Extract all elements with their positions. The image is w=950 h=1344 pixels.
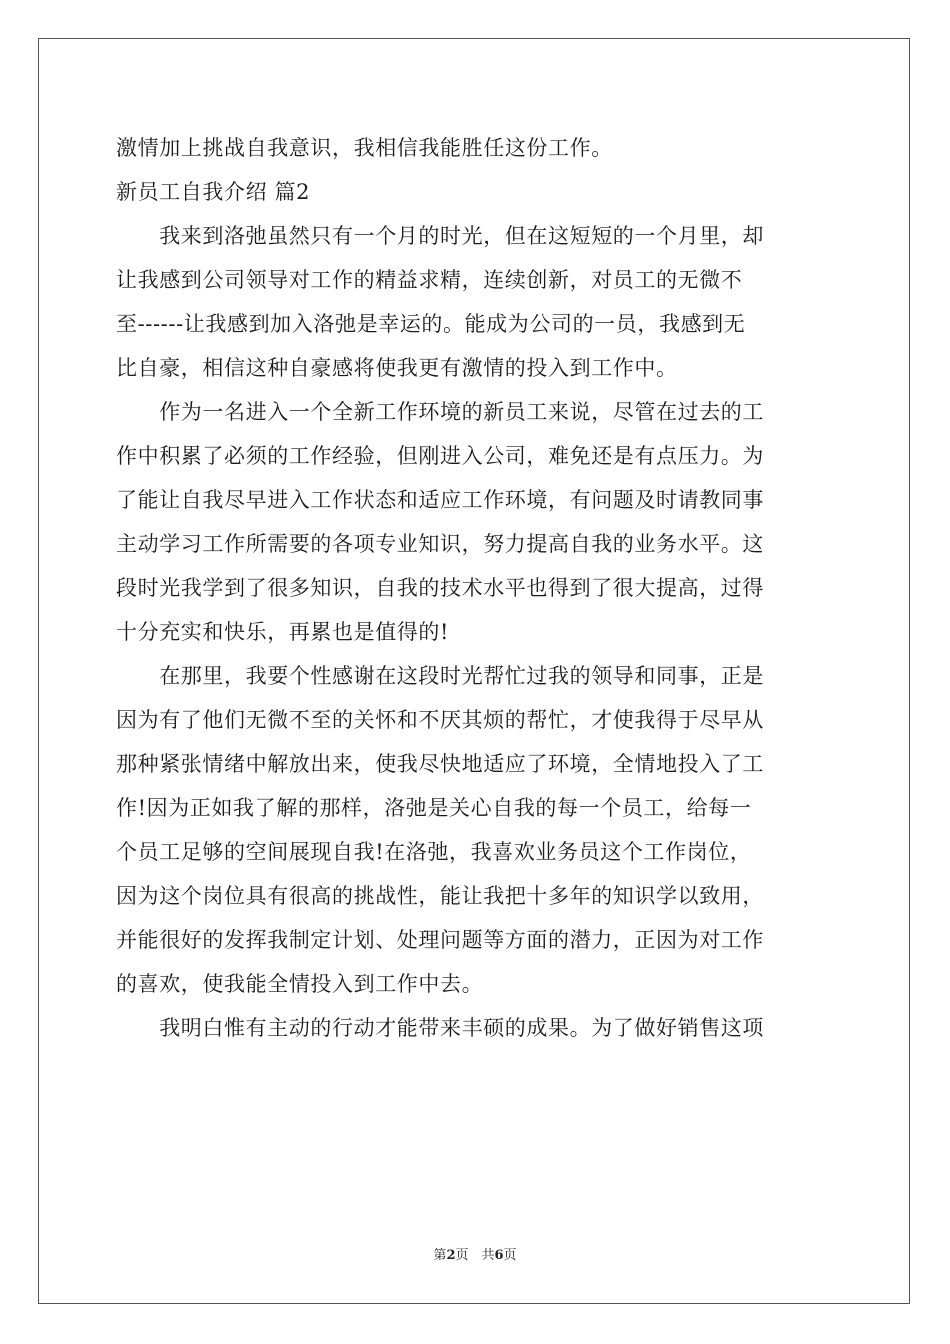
text-line: 作中积累了必须的工作经验，但刚进入公司，难免还是有点压力。为 [116,444,764,468]
text-line: 的喜欢，使我能全情投入到工作中去。 [116,972,484,996]
text-line: 主动学习工作所需要的各项专业知识，努力提高自我的业务水平。这 [116,532,764,556]
text-line: 激情加上挑战自我意识，我相信我能胜任这份工作。 [116,136,613,160]
text-line: 并能很好的发挥我制定计划、处理问题等方面的潜力，正因为对工作 [116,928,764,952]
document-body [116,126,836,1050]
text-line: 个员工足够的空间展现自我!在洛弛，我喜欢业务员这个工作岗位， [116,840,752,864]
text-line: 因为这个岗位具有很高的挑战性，能让我把十多年的知识学以致用， [116,884,764,908]
text-line: 我来到洛弛虽然只有一个月的时光，但在这短短的一个月里，却 [116,224,764,248]
text-line: 作为一名进入一个全新工作环境的新员工来说，尽管在过去的工 [116,400,764,424]
text-line: 让我感到公司领导对工作的精益求精，连续创新，对员工的无微不 [116,268,743,292]
footer-prefix: 第 [433,1248,447,1263]
footer-suffix: 页 [503,1248,517,1263]
text-line: 段时光我学到了很多知识，自我的技术水平也得到了很大提高，过得 [116,576,764,600]
text-line: 了能让自我尽早进入工作状态和适应工作环境，有问题及时请教同事 [116,488,764,512]
text-line: 我明白惟有主动的行动才能带来丰硕的成果。为了做好销售这项 [116,1016,764,1040]
text-line: 因为有了他们无微不至的关怀和不厌其烦的帮忙，才使我得于尽早从 [116,708,764,732]
text-line: 比自豪，相信这种自豪感将使我更有激情的投入到工作中。 [116,356,678,380]
section-heading: 新员工自我介绍 篇2 [116,180,311,204]
text-line: 十分充实和快乐，再累也是值得的! [116,620,450,644]
text-line: 作!因为正如我了解的那样，洛弛是关心自我的每一个员工，给每一 [116,796,752,820]
current-page-number: 2 [446,1248,456,1263]
footer-middle: 页 共 [455,1248,495,1263]
text-line: 在那里，我要个性感谢在这段时光帮忙过我的领导和同事，正是 [116,664,764,688]
text-line: 至------让我感到加入洛弛是幸运的。能成为公司的一员，我感到无 [116,312,746,336]
page-footer [0,1244,950,1263]
total-page-count: 6 [494,1248,504,1263]
text-line: 那种紧张情绪中解放出来，使我尽快地适应了环境，全情地投入了工 [116,752,764,776]
